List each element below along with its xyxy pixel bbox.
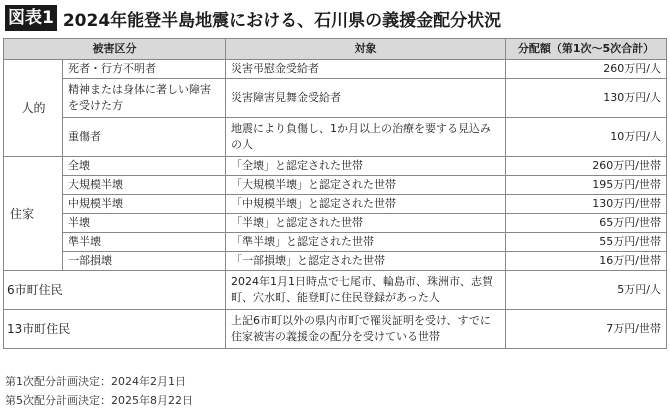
table-row xyxy=(4,60,667,79)
row-target: 「大規模半壊」と認定された世帯 xyxy=(226,176,506,195)
table-row xyxy=(4,176,667,195)
table-row xyxy=(4,252,667,271)
row-amount: 195万円/世帯 xyxy=(506,176,667,195)
group-thirteen-city: 13市町住民 xyxy=(4,310,226,349)
row-amount: 65万円/世帯 xyxy=(506,214,667,233)
row-target: 「全壊」と認定された世帯 xyxy=(226,157,506,176)
row-target: 災害障害見舞金受給者 xyxy=(226,79,506,118)
table-row xyxy=(4,271,667,310)
footnote-fifth-plan: 第5次配分計画決定：2025年8月22日 xyxy=(5,394,193,407)
group-house: 住家 xyxy=(4,157,63,271)
row-amount: 5万円/人 xyxy=(506,271,667,310)
header-amount: 分配額（第1次～5次合計） xyxy=(506,39,667,60)
row-sub: 全壊 xyxy=(63,157,226,176)
title-text: 2024年能登半島地震における、石川県の義援金配分状況 xyxy=(62,10,502,31)
row-sub: 精神または身体に著しい障害を受けた方 xyxy=(63,79,226,118)
row-sub: 半壊 xyxy=(63,214,226,233)
row-target: 災害弔慰金受給者 xyxy=(226,60,506,79)
footnote-first-plan: 第1次配分計画決定：2024年2月1日 xyxy=(5,375,186,388)
row-target: 「一部損壊」と認定された世帯 xyxy=(226,252,506,271)
row-sub: 準半壊 xyxy=(63,233,226,252)
row-amount: 10万円/人 xyxy=(506,118,667,157)
relief-distribution-table xyxy=(3,38,667,349)
row-amount: 260万円/人 xyxy=(506,60,667,79)
row-sub: 一部損壊 xyxy=(63,252,226,271)
row-sub: 中規模半壊 xyxy=(63,195,226,214)
row-target: 「準半壊」と認定された世帯 xyxy=(226,233,506,252)
figure-badge: 図表1 xyxy=(5,5,57,31)
table-header-row xyxy=(4,39,667,60)
row-amount: 55万円/世帯 xyxy=(506,233,667,252)
row-amount: 130万円/世帯 xyxy=(506,195,667,214)
table-row xyxy=(4,118,667,157)
row-sub: 大規模半壊 xyxy=(63,176,226,195)
table-row xyxy=(4,214,667,233)
group-human: 人的 xyxy=(4,60,63,157)
table-row xyxy=(4,233,667,252)
row-amount: 130万円/人 xyxy=(506,79,667,118)
row-sub: 重傷者 xyxy=(63,118,226,157)
table-row xyxy=(4,79,667,118)
footnotes xyxy=(5,372,193,410)
header-target: 対象 xyxy=(226,39,506,60)
row-target: 2024年1月1日時点で七尾市、輪島市、珠洲市、志賀町、穴水町、能登町に住民登録があった人 xyxy=(226,271,506,310)
row-amount: 7万円/世帯 xyxy=(506,310,667,349)
row-amount: 260万円/世帯 xyxy=(506,157,667,176)
row-target: 「半壊」と認定された世帯 xyxy=(226,214,506,233)
row-sub: 死者・行方不明者 xyxy=(63,60,226,79)
row-amount: 16万円/世帯 xyxy=(506,252,667,271)
group-six-city: 6市町住民 xyxy=(4,271,226,310)
table-row xyxy=(4,310,667,349)
page-title xyxy=(5,3,501,33)
table-row xyxy=(4,195,667,214)
header-category: 被害区分 xyxy=(4,39,226,60)
row-target: 「中規模半壊」と認定された世帯 xyxy=(226,195,506,214)
row-target: 上記6市町以外の県内市町で罹災証明を受け、すでに住家被害の義援金の配分を受けている世帯 xyxy=(226,310,506,349)
row-target: 地震により負傷し、1か月以上の治療を要する見込みの人 xyxy=(226,118,506,157)
table-row xyxy=(4,157,667,176)
